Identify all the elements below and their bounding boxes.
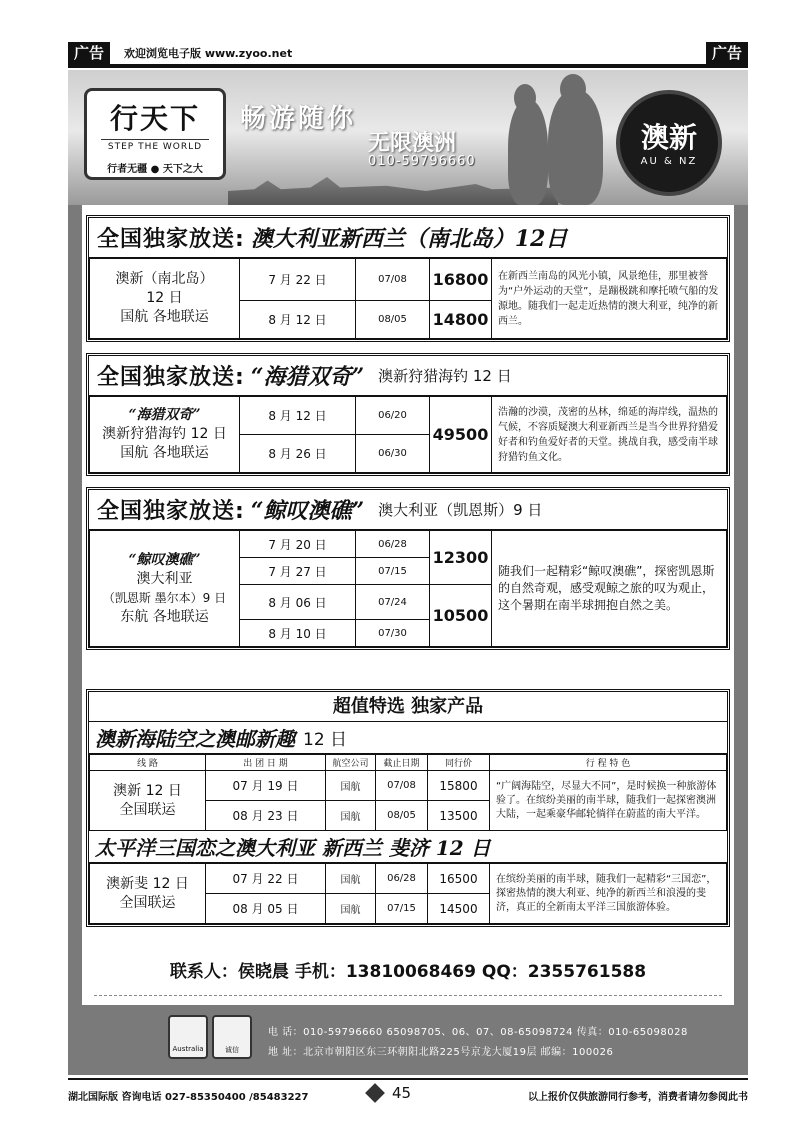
- dashed-divider: [94, 995, 722, 996]
- australia-logo: Australia: [168, 1015, 208, 1059]
- section-title-sub: 澳大利亚（凯恩斯）9 日: [378, 501, 543, 519]
- route-name-cell: [90, 397, 240, 473]
- departure-date: 8 月 12 日: [240, 301, 356, 339]
- departure-date: 7 月 27 日: [240, 558, 356, 585]
- banner-slogan-1: 畅游随你: [240, 104, 357, 134]
- route-name-line: 国航 各地联运: [120, 309, 209, 325]
- edition-info: 湖北国际版 咨询电话 027-85350400 /85483227: [68, 1092, 309, 1103]
- deadline-date: 07/24: [356, 585, 430, 620]
- diamond-icon: [365, 1083, 385, 1103]
- tour-section-3: [86, 487, 730, 650]
- section-title-main: 全国独家放送:: [97, 499, 245, 524]
- route-name-line: 澳新斐 12 日: [106, 875, 189, 892]
- price: 13500: [428, 801, 490, 831]
- airline: 国航: [326, 894, 376, 924]
- route-name-line: 12 日: [146, 290, 183, 306]
- departure-date: 8 月 06 日: [240, 585, 356, 620]
- deadline-date: 06/28: [376, 864, 428, 894]
- subheading-brush: 澳新海陆空之澳邮新趣: [95, 727, 295, 751]
- section-title: [89, 490, 727, 530]
- price: 15800: [428, 771, 490, 801]
- au-nz-seal: [616, 90, 722, 196]
- banner-slogan-2: 无限澳洲: [368, 130, 457, 156]
- departure-date: 8 月 12 日: [240, 397, 356, 435]
- route-name-line: （凯恩斯 墨尔本）9 日: [102, 590, 227, 605]
- subheading-days: 12 日: [303, 730, 348, 750]
- departure-date: 08 月 23 日: [206, 801, 326, 831]
- column-header: 航空公司: [326, 755, 376, 771]
- product-subheading-2: [89, 831, 727, 863]
- section-title-main: 全国独家放送:: [97, 365, 245, 390]
- seal-sub-text: AU & NZ: [640, 156, 698, 167]
- table-header-row: [90, 755, 727, 771]
- deadline-date: 07/08: [376, 771, 428, 801]
- top-rule: [68, 64, 748, 68]
- route-name-line: “鲸叹澳礁”: [128, 551, 201, 568]
- product-table-2: [89, 863, 727, 924]
- route-name-cell: [90, 864, 206, 924]
- section-title-sub: 澳新狩猎海钓 12 日: [378, 367, 512, 385]
- route-name-line: 澳新狩猎海钓 12 日: [102, 426, 227, 442]
- section-title-brush: “鲸叹澳礁”: [250, 498, 365, 524]
- deadline-date: 08/05: [376, 801, 428, 831]
- page-number: 45: [392, 1084, 412, 1102]
- column-header: 截止日期: [376, 755, 428, 771]
- section-title: [89, 218, 727, 258]
- price: 14800: [430, 301, 492, 339]
- banner-phone: 010-59796660: [368, 154, 476, 169]
- route-name-line: 澳新 12 日: [113, 782, 182, 799]
- logo-english-text: STEP THE WORLD: [101, 139, 209, 152]
- tour-section-1: [86, 215, 730, 342]
- deadline-date: 06/20: [356, 397, 430, 435]
- section-title-brush: “海猎双奇”: [250, 364, 365, 390]
- price: 16800: [430, 259, 492, 301]
- credit-seal-logo: 诚信: [212, 1015, 252, 1059]
- column-header: 出 团 日 期: [206, 755, 326, 771]
- price: 12300: [430, 531, 492, 585]
- brand-logo: [84, 88, 226, 180]
- airline: 国航: [326, 801, 376, 831]
- disclaimer: 以上报价仅供旅游同行参考，消费者请勿参阅此书: [528, 1092, 748, 1103]
- kangaroo-head-icon: [514, 84, 536, 112]
- deadline-date: 06/28: [356, 531, 430, 558]
- departure-date: 7 月 22 日: [240, 259, 356, 301]
- departure-date: 08 月 05 日: [206, 894, 326, 924]
- footer-phone-line: 电 话：010-59796660 65098705、06、07、08-65098724 传真：010-65098028: [268, 1027, 688, 1038]
- departure-date: 8 月 10 日: [240, 620, 356, 647]
- departure-date: 07 月 22 日: [206, 864, 326, 894]
- ad-label-right: 广告: [706, 42, 748, 64]
- deadline-date: 07/08: [356, 259, 430, 301]
- subheading-brush: 太平洋三国恋之澳大利亚 新西兰 斐济 12 日: [95, 836, 491, 860]
- route-name-line: 东航 各地联运: [120, 608, 209, 625]
- product-table-1: [89, 754, 727, 831]
- column-header: 线 路: [90, 755, 206, 771]
- content-sheet: [82, 205, 734, 1005]
- logo-slogan: 行者无疆 ● 天下之大: [107, 164, 203, 175]
- route-name-line: 澳大利亚: [136, 570, 193, 587]
- special-products-title: 超值特选 独家产品: [89, 692, 727, 722]
- departure-date: 7 月 20 日: [240, 531, 356, 558]
- tour-table-2: [89, 396, 727, 473]
- logo-main-text: 行天下: [109, 102, 200, 135]
- route-name-cell: [90, 531, 240, 647]
- tour-description: 浩瀚的沙漠，茂密的丛林，绵延的海岸线，温热的气候，不容质疑澳大利亚新西兰是当今世界狩猎爱好者和钓鱼爱好者的天堂。挑战自我，感受南半球狩猎钓鱼文化。: [492, 397, 727, 473]
- section-title: [89, 356, 727, 396]
- airline: 国航: [326, 864, 376, 894]
- route-name-line: 全国联运: [119, 894, 176, 911]
- price: 16500: [428, 864, 490, 894]
- kangaroo-icon: [508, 100, 548, 205]
- departure-date: 8 月 26 日: [240, 435, 356, 473]
- deadline-date: 07/30: [356, 620, 430, 647]
- kangaroo-head-icon: [560, 74, 586, 104]
- price: 14500: [428, 894, 490, 924]
- tour-section-2: [86, 353, 730, 476]
- tour-table-1: [89, 258, 727, 339]
- route-name-line: 国航 各地联运: [120, 445, 209, 461]
- price: 10500: [430, 585, 492, 647]
- deadline-date: 07/15: [376, 894, 428, 924]
- tour-description: 在缤纷美丽的南半球，随我们一起精彩“三国恋”，探密热情的澳大利亚、纯净的新西兰和浪漫的斐济，真正的全新南太平洋三国旅游体验。: [490, 864, 727, 924]
- tour-table-3: [89, 530, 727, 647]
- deadline-date: 06/30: [356, 435, 430, 473]
- product-subheading-1: [89, 722, 727, 754]
- ad-label-left: 广告: [68, 42, 110, 64]
- contact-line: 联系人：侯晓晨 手机：13810068469 QQ：2355761588: [169, 962, 647, 982]
- seal-main-text: 澳新: [640, 121, 697, 154]
- footer-address-line: 地 址：北京市朝阳区东三环朝阳北路225号京龙大厦19层 邮编：100026: [268, 1047, 614, 1058]
- route-name-line: “海猎双奇”: [128, 407, 201, 423]
- banner: [68, 70, 748, 205]
- page-number-box: [368, 1084, 411, 1102]
- footer-band: [82, 1005, 734, 1069]
- tour-description: 在新西兰南岛的风光小镇，风景绝佳，那里被誉为“户外运动的天堂”，是蹦极跳和摩托喷气船的发源地。随我们一起走近热情的澳大利亚，纯净的新西兰。: [492, 259, 727, 339]
- airline: 国航: [326, 771, 376, 801]
- kangaroo-icon: [548, 90, 603, 205]
- route-name-line: 澳新（南北岛）: [115, 271, 214, 287]
- section-title-main: 全国独家放送:: [97, 227, 245, 252]
- tour-description: 随我们一起精彩“鲸叹澳礁”，探密凯恩斯的自然奇观，感受观鲸之旅的叹为观止，这个暑期在南半球拥抱自然之美。: [492, 531, 727, 647]
- route-name-cell: [90, 259, 240, 339]
- section-title-brush: 澳大利亚新西兰（南北岛）12日: [250, 226, 568, 252]
- deadline-date: 07/15: [356, 558, 430, 585]
- tour-description: “广阔海陆空，尽显大不同”，是时候换一种旅游体验了。在缤纷美丽的南半球，随我们一起探密澳洲大陆，一起乘豪华邮轮徜徉在蔚蓝的南大平洋。: [490, 771, 727, 831]
- price: 49500: [430, 397, 492, 473]
- route-name-cell: [90, 771, 206, 831]
- column-header: 行 程 特 色: [490, 755, 727, 771]
- departure-date: 07 月 19 日: [206, 771, 326, 801]
- bottom-bar: [68, 1084, 748, 1104]
- top-bar: [68, 42, 748, 64]
- welcome-text[interactable]: 欢迎浏览电子版 www.zyoo.net: [124, 47, 293, 60]
- bottom-rule: [68, 1078, 748, 1080]
- column-header: 同行价: [428, 755, 490, 771]
- route-name-line: 全国联运: [119, 801, 176, 818]
- deadline-date: 08/05: [356, 301, 430, 339]
- special-products-section: [86, 689, 730, 927]
